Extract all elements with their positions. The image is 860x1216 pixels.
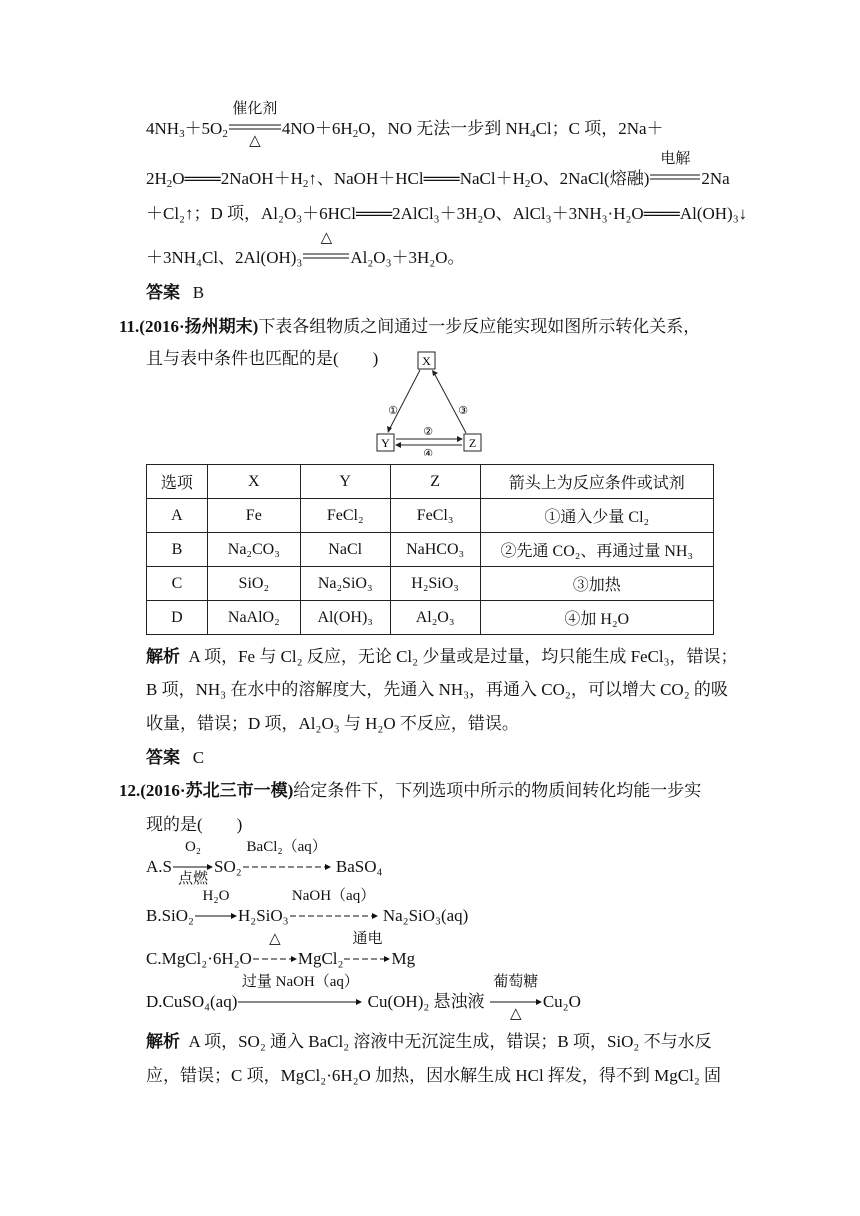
reaction-arrow — [243, 839, 331, 878]
text: Cl；C 项，2Na＋ — [535, 119, 664, 138]
reaction-arrow — [238, 974, 362, 1013]
table-header: 选项 — [147, 465, 208, 499]
option-text: C.MgCl₂·6H₂O — [146, 949, 252, 968]
arrow-top-label: △ — [269, 931, 281, 947]
option-text: H₂SiO₃ — [237, 906, 289, 925]
question-11-line-2: 且与表中条件也匹配的是( ) — [146, 349, 379, 368]
table-cell: Fe — [207, 499, 300, 533]
answer-line — [146, 282, 204, 304]
question-11-line-1 — [119, 316, 700, 338]
table-cell: A — [147, 499, 208, 533]
table-cell: Al(OH)₃ — [300, 601, 390, 635]
analysis-text: A 项，Fe 与 Cl₂ 反应，无论 Cl₂ 少量或是过量，均只能生成 FeCl₃，错误； — [188, 647, 738, 666]
analysis-label: 解析 — [146, 647, 180, 666]
table-cell: SiO₂ — [207, 567, 300, 601]
arrow-z-x — [433, 371, 466, 433]
option-a — [146, 839, 383, 887]
text: ＋5O — [184, 119, 223, 138]
answer-line — [146, 747, 204, 769]
table-row — [147, 533, 714, 567]
condition-arrow — [229, 101, 281, 149]
table-cell: FeCl₂ — [300, 499, 390, 533]
equation-line-2: $2H_2O═══2NaOH+H_2↑$、$NaOH+HCl═══NaCl+H_2O$、2NaCl(熔融) 电解 2Na — [146, 168, 730, 190]
arrow-top-label: 过量 NaOH（aq） — [241, 974, 359, 990]
analysis-line-1 — [146, 1031, 712, 1053]
table-header: 箭头上为反应条件或试剂 — [480, 465, 713, 499]
reaction-arrow — [290, 888, 378, 927]
answer-value: C — [192, 748, 205, 767]
arrow-top-label: O₂ — [184, 839, 202, 855]
table-cell: ④加 H₂O — [480, 601, 713, 635]
table-cell: D — [147, 601, 208, 635]
arrow-top-label: 通电 — [352, 931, 383, 947]
option-b — [146, 888, 469, 927]
analysis-line-2: 应，错误；C 项，MgCl₂·6H₂O 加热，因水解生成 HCl 挥发，得不到 MgCl₂ 固 — [146, 1066, 722, 1085]
table-row — [147, 601, 714, 635]
answer-label: 答案 — [146, 283, 180, 302]
arrow-icon — [195, 911, 237, 921]
text: O，NO 无法一步到 NH — [358, 119, 531, 138]
reaction-arrow — [344, 931, 390, 970]
arrow-top-label: NaOH（aq） — [291, 888, 376, 904]
table-header: Y — [300, 465, 390, 499]
table-cell: NaAlO₂ — [207, 601, 300, 635]
condition-arrow — [303, 230, 349, 269]
text: 4NH — [146, 119, 180, 138]
table-header: X — [207, 465, 300, 499]
arrow-head-icon — [457, 436, 463, 442]
arrow-head-icon — [395, 442, 401, 448]
table-header: Z — [390, 465, 480, 499]
table-cell: NaCl — [300, 533, 390, 567]
table-cell: Na₂SiO₃ — [300, 567, 390, 601]
question-number: 12.(2016·苏北三市一模) — [119, 781, 294, 800]
equation-line-3: ＋Cl₂↑；D 项，Al₂O₃＋6HCl═══2AlCl₃＋3H₂O、AlCl₃＋3NH₃·H₂O═══Al(OH)₃↓ — [146, 204, 748, 223]
label-x: X — [422, 354, 431, 368]
text: O、2NaCl(熔融) — [530, 169, 650, 188]
label-3: ③ — [458, 404, 468, 417]
option-text: Cu₂O — [542, 992, 581, 1011]
text: 2H — [146, 169, 167, 188]
text: 4NO＋6H — [281, 119, 353, 138]
analysis-line-2: B 项，NH₃ 在水中的溶解度大，先通入 NH₃，再通入 CO₂，可以增大 CO₂ 的吸 — [146, 680, 728, 699]
text: ＋3NH₄Cl、2Al(OH)₃ — [146, 248, 303, 267]
arrow-head-icon — [387, 426, 392, 433]
table-cell: NaHCO₃ — [390, 533, 480, 567]
question-text: 下表各组物质之间通过一步反应能实现如图所示转化关系， — [258, 317, 701, 336]
option-c — [146, 931, 416, 970]
conversion-diagram — [370, 350, 490, 456]
text: 2Na — [701, 169, 730, 188]
option-text: MgCl₂ — [297, 949, 344, 968]
arrow-top-label: 电解 — [660, 151, 691, 167]
equation-line-4 — [146, 230, 465, 269]
analysis-line-1 — [146, 646, 738, 668]
dashed-arrow-icon — [243, 862, 331, 872]
arrow-top-label: BaCl₂（aq） — [246, 839, 327, 855]
analysis-line-3: 收量，错误；D 项，Al₂O₃ 与 H₂O 不反应，错误。 — [146, 714, 519, 733]
reaction-arrow — [173, 839, 213, 887]
equation-line-1: $4NH_3+5O_2$ 催化剂 △ $4NO+6H_2O$，NO 无法一步到 $NH_4Cl$；C 项，2Na＋ — [146, 118, 664, 140]
option-text: A.S — [146, 857, 172, 876]
text: O═══2NaOH＋H — [172, 169, 303, 188]
reaction-arrow — [490, 974, 542, 1022]
dashed-arrow-icon — [344, 954, 390, 964]
option-text: Na₂SiO₃(aq) — [382, 906, 469, 925]
double-line-arrow-icon — [650, 172, 700, 184]
table-cell: Na₂CO₃ — [207, 533, 300, 567]
label-y: Y — [381, 436, 390, 450]
label-z: Z — [468, 436, 477, 450]
question-12-line-1 — [119, 780, 701, 802]
option-text: BaSO₄ — [335, 857, 383, 876]
arrow-top-label: 催化剂 — [232, 101, 278, 117]
dashed-arrow-icon — [253, 954, 297, 964]
option-d — [146, 974, 581, 1022]
reaction-arrow — [253, 931, 297, 970]
arrow-icon — [238, 997, 362, 1007]
table-cell: H₂SiO₃ — [390, 567, 480, 601]
arrow-top-label: △ — [320, 230, 333, 246]
label-4: ④ — [423, 447, 433, 456]
table-row — [147, 499, 714, 533]
arrow-bottom-label: △ — [510, 1006, 522, 1022]
dashed-arrow-icon — [290, 911, 378, 921]
arrow-x-y — [388, 370, 420, 432]
arrow-top-label: H₂O — [202, 888, 230, 904]
question-number: 11.(2016·扬州期末) — [119, 317, 259, 336]
arrow-bottom-label: 点燃 — [177, 871, 208, 887]
reaction-arrow — [195, 888, 237, 927]
text: ↑、NaOH＋HCl═══NaCl＋H — [308, 169, 525, 188]
arrow-top-label: 葡萄糖 — [493, 974, 539, 990]
question-text: 给定条件下，下列选项中所示的物质间转化均能一步实 — [293, 781, 702, 800]
option-text: Cu(OH)₂ 悬浊液 — [367, 992, 485, 1011]
answer-value: B — [192, 283, 205, 302]
option-text: B.SiO₂ — [146, 906, 194, 925]
option-text: SO₂ — [213, 857, 242, 876]
option-text: Mg — [391, 949, 416, 968]
arrow-bottom-label: △ — [249, 133, 261, 149]
option-text: D.CuSO₄(aq) — [146, 992, 238, 1011]
table-cell: FeCl₃ — [390, 499, 480, 533]
table-cell: ①通入少量 Cl₂ — [480, 499, 713, 533]
table-cell: Al₂O₃ — [390, 601, 480, 635]
condition-arrow — [650, 151, 700, 190]
table-cell: C — [147, 567, 208, 601]
answer-label: 答案 — [146, 748, 180, 767]
double-line-arrow-icon — [303, 251, 349, 263]
label-1: ① — [388, 404, 398, 417]
text: Al₂O₃＋3H₂O。 — [350, 248, 465, 267]
table-cell: ③加热 — [480, 567, 713, 601]
question-12-line-2: 现的是( ) — [146, 815, 243, 834]
table-row — [147, 567, 714, 601]
options-table — [146, 464, 714, 635]
table-header-row — [147, 465, 714, 499]
analysis-text: A 项，SO₂ 通入 BaCl₂ 溶液中无沉淀生成，错误；B 项，SiO₂ 不与水反 — [188, 1032, 712, 1051]
table-cell: ②先通 CO₂、再通过量 NH₃ — [480, 533, 713, 567]
analysis-label: 解析 — [146, 1032, 180, 1051]
label-2: ② — [423, 425, 433, 438]
table-cell: B — [147, 533, 208, 567]
